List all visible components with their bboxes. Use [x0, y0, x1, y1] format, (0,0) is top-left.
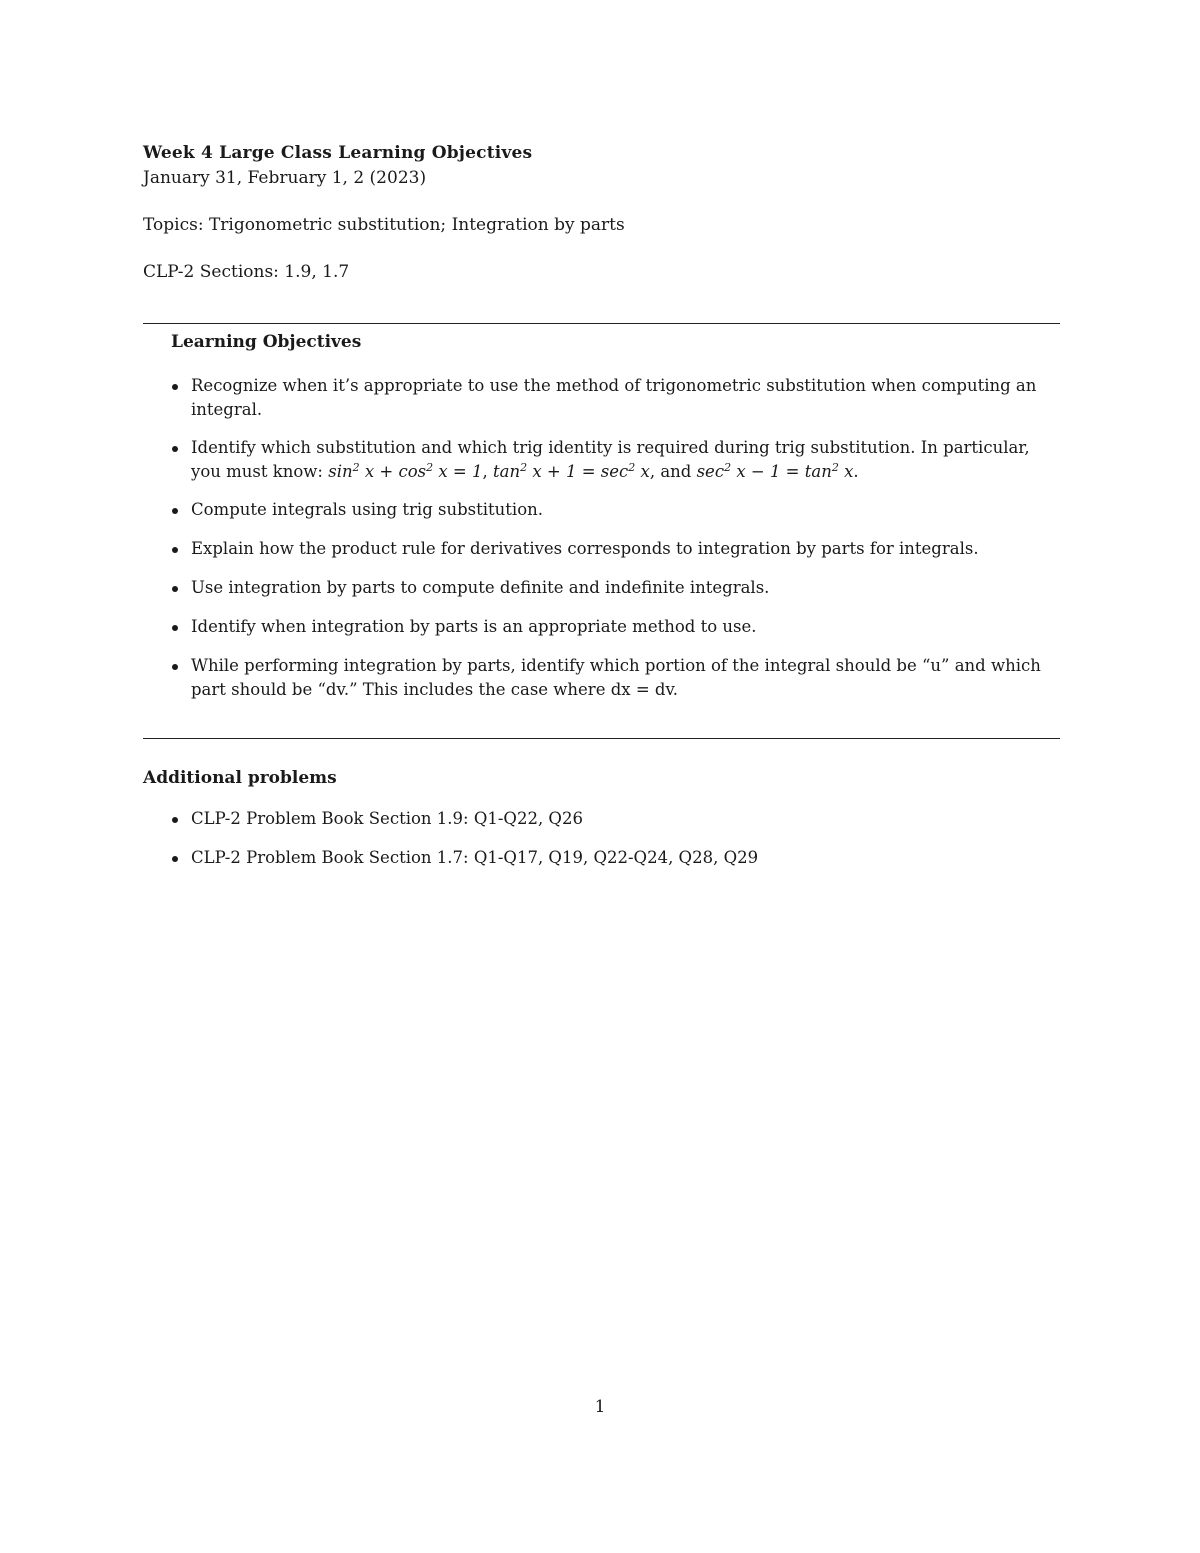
bullet-icon: [172, 664, 178, 670]
list-item: [171, 498, 1061, 522]
top-divider: [143, 323, 1060, 324]
list-item: [171, 807, 1061, 831]
additional-problems-list: [171, 807, 1061, 885]
learning-objectives-list: [171, 374, 1061, 716]
list-item-text: CLP-2 Problem Book Section 1.9: Q1-Q22, Q26: [191, 809, 583, 828]
sections-line: CLP-2 Sections: 1.9, 1.7: [143, 262, 350, 282]
list-item: [171, 537, 1061, 561]
list-item-text: Explain how the product rule for derivatives corresponds to integration by parts for integrals.: [191, 539, 979, 558]
bullet-icon: [172, 856, 178, 862]
list-item-text: Compute integrals using trig substitution.: [191, 500, 544, 519]
identity-sec-tan: $\sec^2 x - 1 = \tan^2 x$: [696, 461, 854, 481]
list-item-text: Identify which substitution and which trig identity is required during trig substitution. In particular, you must know:: [191, 438, 1030, 481]
topics-line: Topics: Trigonometric substitution; Integration by parts: [143, 215, 625, 235]
bottom-divider: [143, 738, 1060, 739]
list-item-text: Recognize when it’s appropriate to use the method of trigonometric substitution when computing an integral.: [191, 376, 1037, 419]
bullet-icon: [172, 817, 178, 823]
identity-tan-sec: $\tan^2 x + 1 = \sec^2 x$: [493, 461, 650, 481]
list-item-text: Use integration by parts to compute definite and indefinite integrals.: [191, 578, 770, 597]
bullet-icon: [172, 586, 178, 592]
document-date: January 31, February 1, 2 (2023): [143, 168, 427, 188]
bullet-icon: [172, 547, 178, 553]
bullet-icon: [172, 508, 178, 514]
identity-pythagorean: $\sin^2 x + \cos^2 x = 1$: [328, 461, 483, 481]
list-item: [171, 654, 1061, 702]
page-number: 1: [594, 1397, 606, 1417]
additional-problems-heading: Additional problems: [143, 768, 337, 788]
bullet-icon: [172, 384, 178, 390]
list-item-text: CLP-2 Problem Book Section 1.7: Q1-Q17, Q19, Q22-Q24, Q28, Q29: [191, 848, 759, 867]
list-item: Identify which substitution and which trig identity is required during trig substitution. In particular, you must know: $\sin^2 x + \cos^2 x = 1$, $\tan^2 x + 1 = \sec^2 x$, and $\sec^2 x - 1 = \tan^2 x$.: [171, 436, 1061, 484]
list-item: [171, 374, 1061, 422]
bullet-icon: [172, 625, 178, 631]
list-item-text: Identify when integration by parts is an appropriate method to use.: [191, 617, 757, 636]
learning-objectives-heading: Learning Objectives: [171, 332, 362, 352]
list-item-text: While performing integration by parts, identify which portion of the integral should be “u” and which part should be “dv.” This includes the case where dx = dv.: [191, 656, 1041, 699]
list-item: [171, 576, 1061, 600]
document-title: Week 4 Large Class Learning Objectives: [143, 143, 533, 163]
list-item: [171, 846, 1061, 870]
bullet-icon: [172, 446, 178, 452]
list-item: [171, 615, 1061, 639]
